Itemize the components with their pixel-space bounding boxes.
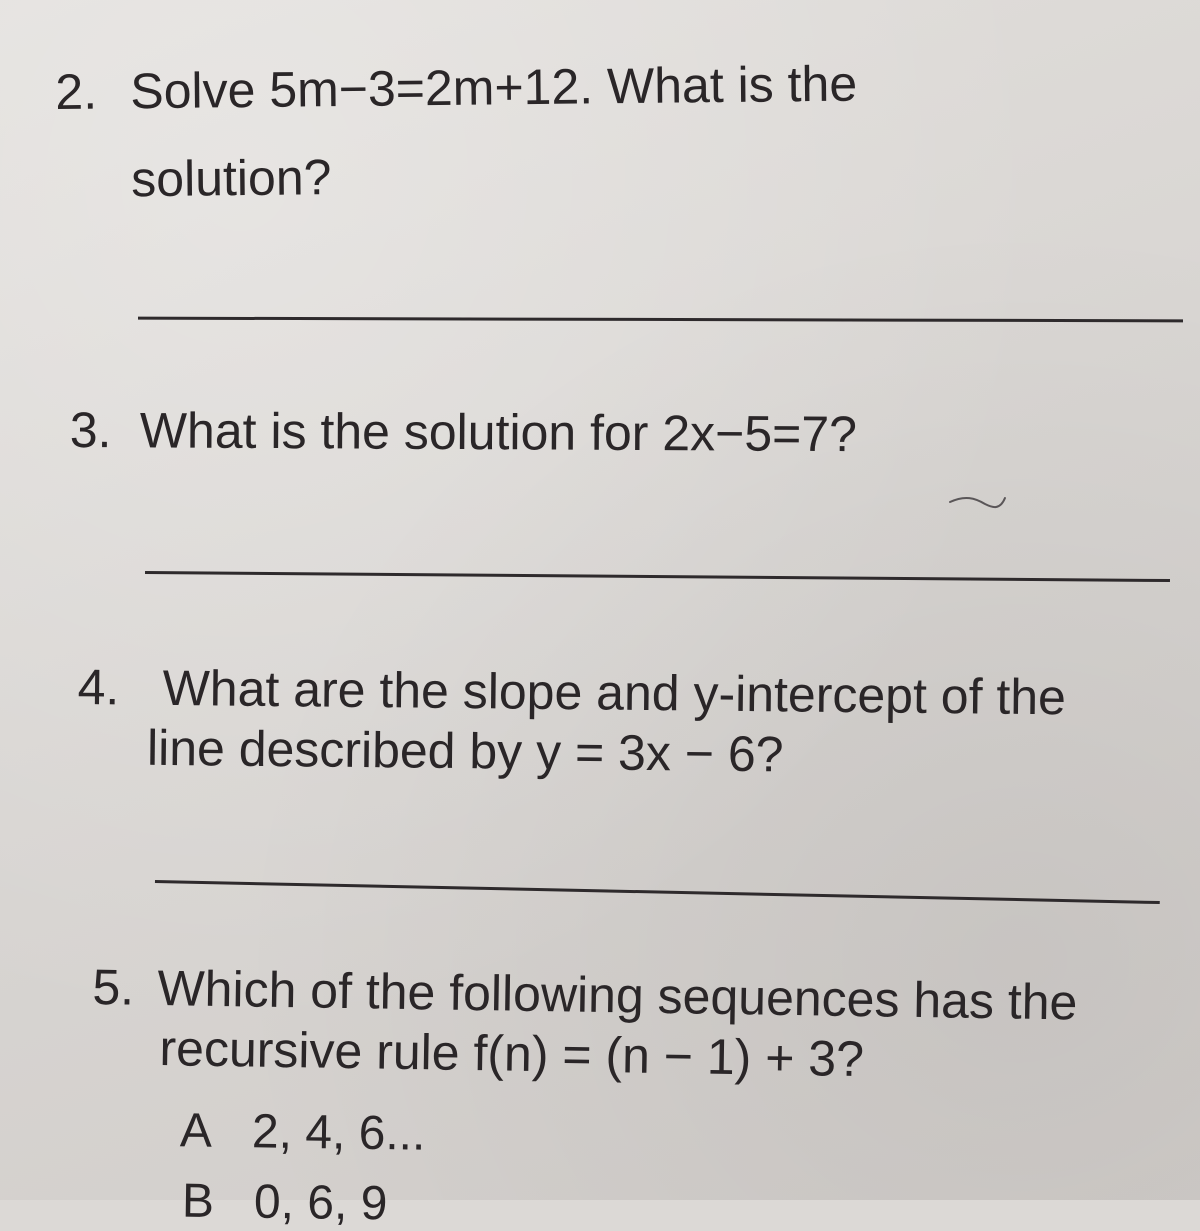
answer-line[interactable]	[145, 571, 1170, 582]
question-4	[77, 655, 1067, 789]
question-number: 4.	[77, 658, 120, 716]
option-letter: B	[181, 1174, 215, 1229]
question-text: Solve 5m−3=2m+12. What is the	[130, 55, 858, 120]
question-text: What is the solution for 2x−5=7?	[139, 402, 858, 463]
question-3	[70, 398, 857, 466]
question-number: 5.	[92, 958, 135, 1016]
answer-line[interactable]	[138, 317, 1183, 323]
question-5	[91, 955, 1078, 1094]
option-text: 0, 6, 9	[253, 1175, 388, 1231]
option-letter: A	[179, 1104, 213, 1158]
question-text-continued: solution?	[130, 149, 332, 208]
question-text: What are the slope and y-intercept of the	[162, 659, 1067, 726]
question-text-continued: recursive rule f(n) = (n − 1) + 3?	[159, 1020, 865, 1088]
question-number: 2.	[55, 63, 98, 120]
question-text-continued: line described by y = 3x − 6?	[146, 719, 784, 783]
question-text: Which of the following sequences has the	[157, 960, 1078, 1031]
answer-option-a[interactable]	[180, 1103, 426, 1161]
question-2	[55, 52, 858, 212]
question-number: 3.	[69, 401, 112, 459]
answer-line[interactable]	[155, 880, 1160, 904]
answer-option-b[interactable]	[182, 1174, 388, 1231]
option-text: 2, 4, 6...	[251, 1105, 426, 1161]
pencil-scribble	[945, 490, 1015, 530]
